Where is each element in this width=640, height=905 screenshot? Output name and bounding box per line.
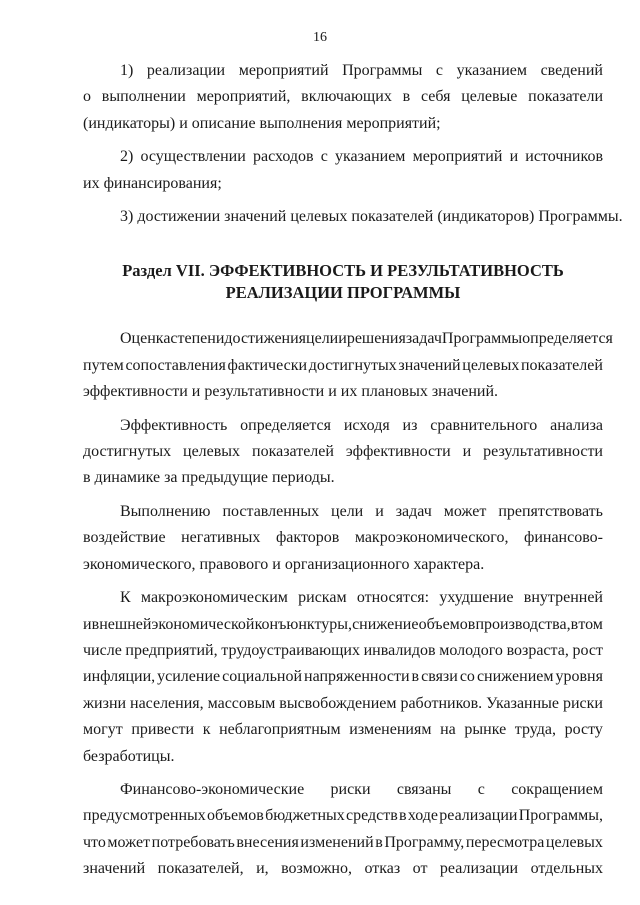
word: реализации xyxy=(146,62,226,79)
word: инфляции, xyxy=(83,668,156,686)
word: Оценка xyxy=(120,330,171,348)
page-number: 16 xyxy=(313,30,327,45)
word: пересмотра xyxy=(465,833,545,851)
text-line: эффективности и результативности и их плановых значений. xyxy=(83,383,499,401)
word: макроэкономическим xyxy=(140,589,288,607)
word: показатели xyxy=(528,88,603,106)
word: воздействие xyxy=(83,529,166,547)
text-line: (индикаторы) и описание выполнения мероприятий; xyxy=(83,114,441,132)
word: что xyxy=(83,833,106,851)
word: Эффективность xyxy=(120,416,228,434)
word: показателей, xyxy=(157,860,244,878)
word: со xyxy=(459,668,475,686)
word: рискам xyxy=(298,589,347,607)
word: в xyxy=(399,807,407,825)
word: с xyxy=(320,148,328,166)
document-body xyxy=(83,58,623,883)
word: экономической xyxy=(151,615,255,633)
word: ходе xyxy=(407,807,439,825)
word: целевых xyxy=(462,356,520,374)
word: могут xyxy=(83,721,123,739)
word: объемов xyxy=(418,615,476,633)
word: может xyxy=(107,833,151,851)
word: работников. xyxy=(400,694,483,712)
word: поставленных xyxy=(222,502,320,520)
word: риски xyxy=(330,780,371,798)
word: препятствовать xyxy=(498,502,603,520)
word: от xyxy=(412,860,428,878)
text-line: в динамике за предыдущие периоды. xyxy=(83,469,335,487)
text-line xyxy=(83,439,603,465)
word: степени xyxy=(170,330,225,348)
word: указанием xyxy=(456,62,527,79)
word: неблагоприятным xyxy=(219,721,341,739)
word: Выполнению xyxy=(120,502,211,520)
word: значений xyxy=(83,860,146,878)
word: рынке xyxy=(464,721,507,739)
word: цели xyxy=(306,330,339,348)
text-line xyxy=(83,499,603,525)
word: может xyxy=(443,502,487,520)
word: о xyxy=(83,88,91,106)
word: указанием xyxy=(335,148,406,166)
word: с xyxy=(435,62,443,79)
word: достигнутых xyxy=(83,443,172,461)
text-line xyxy=(83,856,603,882)
word: мероприятий, xyxy=(196,88,291,106)
word: целевых xyxy=(183,443,241,461)
word: привести xyxy=(131,721,195,739)
paragraph-4 xyxy=(83,585,603,770)
word: достигнутых xyxy=(308,356,397,374)
word: бюджетных xyxy=(265,807,345,825)
text-line: безработицы. xyxy=(83,747,175,765)
word: возможно, xyxy=(281,860,352,878)
word: реализации xyxy=(439,807,518,825)
text-line xyxy=(83,144,603,170)
text-line xyxy=(83,525,603,551)
word: мероприятий xyxy=(238,62,329,79)
text-line xyxy=(83,612,603,638)
word: целевых xyxy=(545,833,603,851)
word: финансово- xyxy=(523,529,603,547)
word: относятся: xyxy=(356,589,430,607)
word: задач xyxy=(395,502,432,520)
section-heading-line1: Раздел VII. ЭФФЕКТИВНОСТЬ И РЕЗУЛЬТАТИВНОСТЬ xyxy=(122,261,564,281)
word: и xyxy=(83,615,92,633)
word: связи xyxy=(421,668,458,686)
word: анализа xyxy=(550,416,603,434)
word: жизни xyxy=(83,694,127,712)
word: населения, xyxy=(130,694,204,712)
word: массовым xyxy=(207,694,276,712)
word: трудоустраивающих xyxy=(221,641,360,659)
word: и, xyxy=(256,860,269,878)
word: внешней xyxy=(91,615,152,633)
text-line xyxy=(83,58,603,84)
word: задач xyxy=(405,330,442,348)
word: и xyxy=(338,330,347,348)
word: факторов xyxy=(275,529,340,547)
word: снижением xyxy=(476,668,554,686)
word: сопоставления xyxy=(125,356,226,374)
text-line xyxy=(83,413,603,439)
word: изменений xyxy=(300,833,374,851)
word: реализации xyxy=(439,860,519,878)
word: осуществлении xyxy=(140,148,246,166)
word: путем xyxy=(83,356,124,374)
word: отказ xyxy=(364,860,401,878)
section-heading xyxy=(83,260,603,304)
word: показателей xyxy=(252,443,334,461)
word: на xyxy=(440,721,456,739)
text-line: 3) достижении значений целевых показателей (индикаторов) Программы. xyxy=(120,208,623,226)
word: средств xyxy=(346,807,398,825)
word: Программы xyxy=(441,330,523,348)
word: Программы, xyxy=(518,807,603,825)
word: в xyxy=(375,833,383,851)
list-item-3 xyxy=(83,204,623,230)
word: к xyxy=(202,721,211,739)
word: в xyxy=(570,615,579,633)
word: Программу, xyxy=(384,833,465,851)
text-line: экономического, правового и организационного характера. xyxy=(83,555,485,573)
word: с xyxy=(477,780,485,798)
text-line xyxy=(83,84,603,110)
word: Финансово-экономические xyxy=(120,780,305,798)
word: предусмотренных xyxy=(83,807,206,825)
word: росту xyxy=(564,721,603,739)
word: из xyxy=(402,416,418,434)
text-line xyxy=(83,326,613,352)
word: рост xyxy=(572,641,603,659)
word: определяется xyxy=(522,330,613,348)
word: и xyxy=(375,502,384,520)
word: показателей xyxy=(520,356,603,374)
text-line xyxy=(83,638,603,664)
word: связаны xyxy=(396,780,452,798)
word: достижения xyxy=(224,330,307,348)
text-line xyxy=(83,353,603,379)
list-item-1 xyxy=(83,58,603,137)
word: решения xyxy=(346,330,406,348)
word: труда, xyxy=(514,721,557,739)
word: 1) xyxy=(120,62,134,79)
word: и xyxy=(462,443,472,461)
text-line xyxy=(83,664,603,690)
word: в xyxy=(411,668,420,686)
word: исходя xyxy=(343,416,390,434)
text-line xyxy=(83,717,603,743)
word: риски xyxy=(562,694,603,712)
word: результативности xyxy=(483,443,603,461)
word: социальной xyxy=(222,668,303,686)
word: выполнении xyxy=(101,88,186,106)
word: уровня xyxy=(555,668,603,686)
text-line xyxy=(83,803,603,829)
section-heading-line2: РЕАЛИЗАЦИИ ПРОГРАММЫ xyxy=(225,283,461,303)
paragraph-2 xyxy=(83,413,603,492)
word: объемов xyxy=(207,807,264,825)
word: мероприятий xyxy=(412,148,503,166)
word: эффективности xyxy=(345,443,451,461)
word: 2) xyxy=(120,148,134,166)
word: снижение xyxy=(352,615,419,633)
word: К xyxy=(120,589,131,607)
word: фактически xyxy=(227,356,308,374)
word: Указанные xyxy=(486,694,560,712)
text-line xyxy=(83,830,603,856)
word: включающих xyxy=(301,88,392,106)
text-line: их финансирования; xyxy=(83,174,222,192)
word: расходов xyxy=(252,148,314,166)
word: определяется xyxy=(240,416,331,434)
text-line xyxy=(83,691,603,717)
word: и xyxy=(509,148,519,166)
word: внесения xyxy=(236,833,299,851)
word: сравнительного xyxy=(430,416,538,434)
word: производства, xyxy=(475,615,571,633)
word: себя xyxy=(420,88,451,106)
word: усиление xyxy=(157,668,221,686)
word: сведений xyxy=(540,62,603,79)
word: негативных xyxy=(181,529,261,547)
word: макроэкономического, xyxy=(354,529,509,547)
paragraph-5 xyxy=(83,777,603,883)
word: высвобождением xyxy=(279,694,397,712)
word: значений xyxy=(398,356,461,374)
word: цели xyxy=(331,502,364,520)
word: предприятий, xyxy=(125,641,218,659)
word: источников xyxy=(525,148,603,166)
word: Программы xyxy=(342,62,423,79)
word: возраста, xyxy=(506,641,569,659)
word: в xyxy=(402,88,411,106)
list-item-2 xyxy=(83,144,603,197)
word: сокращением xyxy=(511,780,603,798)
paragraph-1 xyxy=(83,326,613,405)
word: конъюнктуры, xyxy=(254,615,352,633)
word: потребовать xyxy=(151,833,235,851)
text-line xyxy=(83,777,603,803)
word: изменениям xyxy=(349,721,432,739)
word: внутренней xyxy=(523,589,603,607)
word: молодого xyxy=(439,641,503,659)
word: напряженности xyxy=(304,668,410,686)
word: целевые xyxy=(461,88,518,106)
paragraph-3 xyxy=(83,499,603,578)
word: отдельных xyxy=(530,860,603,878)
word: числе xyxy=(83,641,122,659)
text-line xyxy=(83,585,603,611)
word: ухудшение xyxy=(439,589,514,607)
word: том xyxy=(578,615,603,633)
word: инвалидов xyxy=(363,641,436,659)
